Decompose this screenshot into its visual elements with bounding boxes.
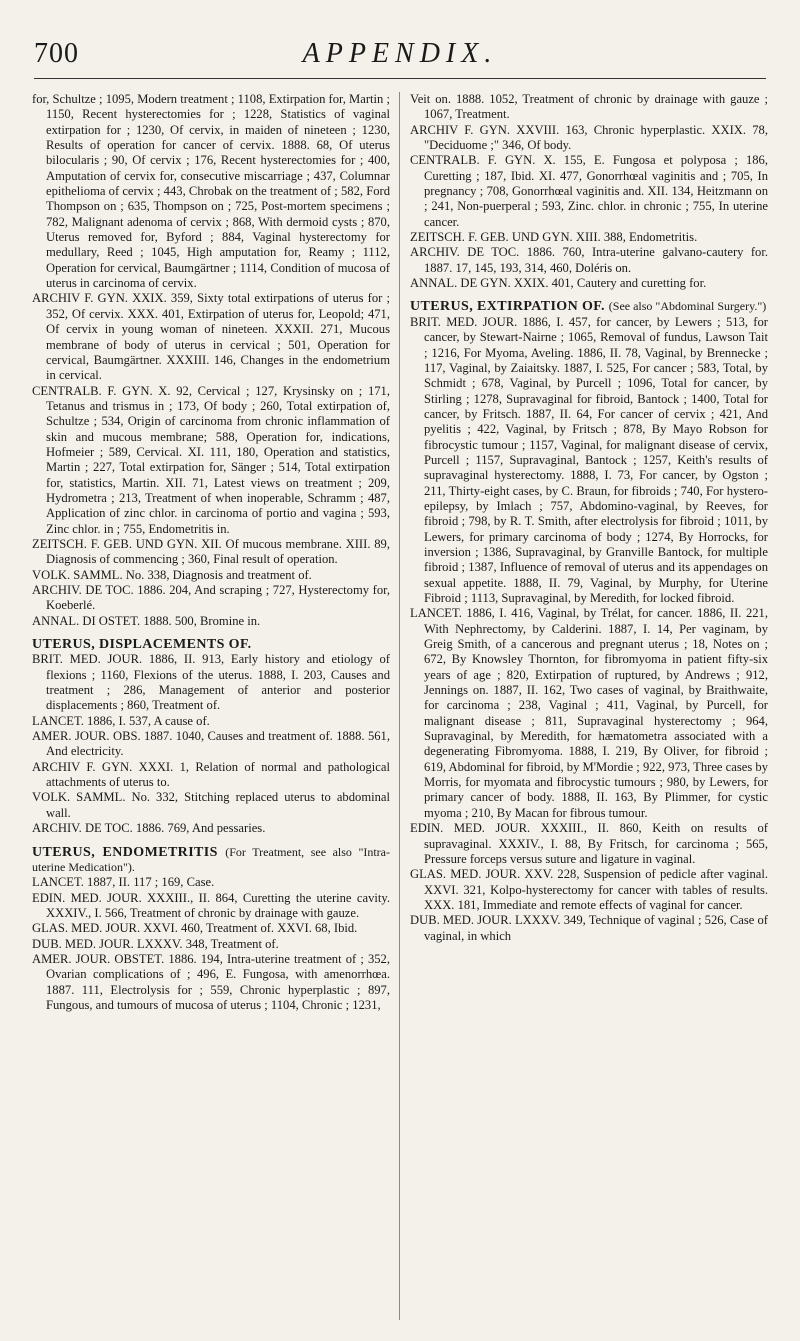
page-number: 700	[34, 38, 79, 69]
index-entry: ARCHIV F. GYN. XXVIII. 163, Chronic hyperplastic. XXIX. 78, "Deciduome ;" 346, Of body.	[410, 122, 768, 153]
index-entry: for, Schultze ; 1095, Modern treatment ; 1108, Extirpation for, Martin ; 1150, Recent hysterectomies for ; 1228, Statistics of vaginal extirpation for ; 1230, Of cervix, in maiden of nineteen ; 1230, Results of operation for cancer of cervix. 1888. 68, Of uterus bilocularis ; 90, Of cervix ; 176, Recent hysterectomies for ; 400, Amputation of cervix for, consecutive miscarriage ; 437, Columnar epithelioma of cervix ; 443, Chrobak on the treatment of ; 582, Ford Thompson on ; 635, Thompson on ; 725, Post-mortem specimens ; 782, Malignant adenoma of cervix ; 868, With dermoid cysts ; 870, Uterus removed for, Byford ; 884, Vaginal hysterectomy for medullary, Reed ; 1045, High amputation for, Reamy ; 1112, Operation for cervical, Baumgärtner ; 1114, Condition of mucosa of uterus in carcinoma of cervix.	[32, 92, 390, 291]
section-heading-note: (For Treatment, see also "Intra-uterine Medication").	[32, 844, 390, 874]
index-entry: AMER. JOUR. OBSTET. 1886. 194, Intra-uterine treatment of ; 352, Ovarian complications of ; 496, E. Fungosa, with amenorrhœa. 1887. 111, Electrolysis for ; 559, Chronic hyperplastic ; 897, Fungous, and tumours of mucosa of uterus ; 1104, Chronic ; 1231,	[32, 951, 390, 1012]
page-header	[34, 38, 766, 79]
right-column	[410, 92, 768, 1320]
index-entry: ARCHIV F. GYN. XXIX. 359, Sixty total extirpations of uterus for ; 352, Of cervix. XXX. 401, Extirpation of uterus for, Leopold; 471, Of cervix in young woman of nineteen. XXXII. 271, Mucous membrane of body of uterus in cervical ; 501, Operation for cervical, Baumgärtner. XXXIII. 146, Changes in the endometrium in cervical.	[32, 291, 390, 383]
index-entry: VOLK. SAMML. No. 338, Diagnosis and treatment of.	[32, 567, 312, 582]
index-entry: AMER. JOUR. OBS. 1887. 1040, Causes and treatment of. 1888. 561, And electricity.	[32, 729, 390, 759]
section-heading-note: (See also "Abdominal Surgery.")	[608, 299, 767, 314]
section-heading	[410, 299, 768, 314]
index-entry: BRIT. MED. JOUR. 1886, I. 457, for cancer, by Lewers ; 513, for cancer, by Stewart-Nairne ; 1065, Removal of fundus, Lawson Tait ; 1216, For Myoma, Aveling. 1886, II. 78, Vaginal, by Brennecke ; 117, Vaginal, by Zaiaitsky. 1887, I. 525, For cancer ; 583, Total, by Schmidt ; 678, Vaginal, by Purcell ; 1096, Total for cancer, by Stirling ; 1278, Supravaginal for fibroid, Bantock ; 1400, Total for cancer, by Fritsch. 1887, II. 64, For cancer of cervix ; 421, And pyelitis ; 422, Vaginal, by Fritsch ; 878, By Mayo Robson for fibrocystic tumour ; 1157, Vaginal, for malignant disease of cervix, Purcell ; 1157, Supravaginal, Bantock ; 1257, Keith's results of supravaginal hysterectomy. 1888, I. 73, For cancer, by Ogston ; 211, Thirty-eight cases, by C. Braun, for fibroids ; 740, For hystero-epilepsy, by Imlach ; 757, Abdomino-vaginal, by Reeves, for fibroid ; 798, by R. T. Smith, after electrolysis for fibroid ; 1011, by Lewers, for primary carcinoma of body ; 1274, By Horrocks, for inversion ; 1386, Supravaginal, by Granville Bantock, for multiple fibroid ; 1387, Influence of removal of uterus and its appendages on sexual appetite. 1888, II. 79, Vaginal, by Murphy, for Uterine Fibroid ; 1113, Supravaginal, by Meredith, for locked fibroid.	[410, 314, 768, 605]
index-entry: VOLK. SAMML. No. 332, Stitching replaced uterus to abdominal wall.	[32, 790, 390, 820]
column-divider	[399, 92, 400, 1320]
section-heading-text: UTERUS, ENDOMETRITIS	[32, 844, 218, 860]
section-heading-text: UTERUS, DISPLACEMENTS OF.	[32, 637, 252, 653]
index-entry: ZEITSCH. F. GEB. UND GYN. XII. Of mucous membrane. XIII. 89, Diagnosis of commencing ; 360, Final result of operation.	[32, 536, 390, 567]
section-heading	[32, 637, 390, 652]
left-column	[32, 92, 390, 1320]
index-entry: ANNAL. DI OSTET. 1888. 500, Bromine in.	[32, 613, 261, 628]
index-entry: Veit on. 1888. 1052, Treatment of chronic by drainage with gauze ; 1067, Treatment.	[410, 92, 768, 122]
index-entry: EDIN. MED. JOUR. XXXIII., II. 864, Curetting the uterine cavity. XXXIV., I. 566, Treatment of chronic by drainage with gauze.	[32, 890, 390, 920]
index-entry: LANCET. 1886, I. 416, Vaginal, by Trélat, for cancer. 1886, II. 221, With Nephrectomy, by Calderini. 1887, I. 14, Per vaginam, by Greig Smith, of a cancerous and pregnant uterus ; 18, Notes on ; 672, By Knowsley Thornton, for fibromyoma in patient fifty-six years of age ; 820, Extirpation of ruptured, by Andrews ; 912, Jennings on. 1887, II. 162, Two cases of vaginal, by Braithwaite, for carcinoma ; 238, Vaginal ; 411, Vaginal, by Purcell, for malignant disease ; 811, Supravaginal hysterectomy ; 964, Supravaginal, by Meredith, for hæmatometra associated with a degenerating Fibromyoma. 1888, I. 219, By Oliver, for fibroid ; 619, Abdominal for fibroid, by M'Mordie ; 922, 973, Three cases by Morris, for myomata and fibrocystic tumours ; 980, by Lewers, for primary cancer of body. 1888, II. 163, By Plimmer, for cystic myoma ; 210, By Macan for fibrous tumour.	[410, 606, 768, 820]
section-heading	[32, 845, 390, 876]
index-entry: LANCET. 1886, I. 537, A cause of.	[32, 713, 210, 728]
index-entry: LANCET. 1887, II. 117 ; 169, Case.	[32, 875, 215, 890]
index-entry: CENTRALB. F. GYN. X. 92, Cervical ; 127, Krysinsky on ; 171, Tetanus and trismus in ; 173, Of body ; 260, Total extirpation of, Schultze ; 534, Origin of carcinoma from chronic inflammation of skin and mucous membrane; 588, Operation for, indications, Hofmeier ; 589, Cervical. XI. 111, 180, Operation and statistics, Martin ; 227, Total extirpation for, Sänger ; 514, Total extirpation for, statistics, Martin. XII. 71, Latest views on treatment ; 209, Hydrometra ; 213, Treatment of when inoperable, Schramm ; 487, Application of zinc chlor. in carcinoma of portio and vagina ; 593, Zinc chlor. in ; 755, Endometritis in.	[32, 383, 390, 536]
index-entry: GLAS. MED. JOUR. XXV. 228, Suspension of pedicle after vaginal. XXVI. 321, Kolpo-hysterectomy for cancer with tables of results. XXX. 181, Immediate and remote effects of vaginal for cancer.	[410, 867, 768, 912]
index-entry: GLAS. MED. JOUR. XXVI. 460, Treatment of. XXVI. 68, Ibid.	[32, 921, 358, 936]
section-heading-text: UTERUS, EXTIRPATION OF.	[410, 299, 605, 315]
index-entry: EDIN. MED. JOUR. XXXIII., II. 860, Keith on results of supravaginal. XXXIV., I. 88, By Fritsch, for carcinoma ; 565, Pressure forceps versus suture and ligature in vaginal.	[410, 821, 768, 866]
index-entry: DUB. MED. JOUR. LXXXV. 349, Technique of vaginal ; 526, Case of vaginal, in which	[410, 913, 768, 943]
index-entry: CENTRALB. F. GYN. X. 155, E. Fungosa et polyposa ; 186, Curetting ; 187, Ibid. XI. 477, Gonorrhœal vaginitis and ; 705, In pregnancy ; 708, Gonorrhœal vaginitis and. XII. 134, Heitzmann on ; 241, Non-puerperal ; 593, Zinc. chlor. in chronic ; 755, In uterine cancer.	[410, 153, 768, 229]
running-title: APPENDIX.	[302, 38, 498, 69]
index-entry: ARCHIV. DE TOC. 1886. 769, And pessaries.	[32, 821, 266, 836]
index-entry: ZEITSCH. F. GEB. UND GYN. XIII. 388, Endometritis.	[410, 230, 698, 245]
index-entry: DUB. MED. JOUR. LXXXV. 348, Treatment of.	[32, 936, 279, 951]
index-entry: ANNAL. DE GYN. XXIX. 401, Cautery and curetting for.	[410, 276, 707, 291]
index-entry: ARCHIV. DE TOC. 1886. 204, And scraping ; 727, Hysterectomy for, Koeberlé.	[32, 583, 390, 613]
index-entry: ARCHIV F. GYN. XXXI. 1, Relation of normal and pathological attachments of uterus to.	[32, 759, 390, 790]
index-entry: BRIT. MED. JOUR. 1886, II. 913, Early history and etiology of flexions ; 1160, Flexions of the uterus. 1888, I. 203, Causes and treatment ; 286, Management of anterior and posterior displacements ; 860, Treatment of.	[32, 652, 390, 713]
index-entry: ARCHIV. DE TOC. 1886. 760, Intra-uterine galvano-cautery for. 1887. 17, 145, 193, 314, 460, Doléris on.	[410, 245, 768, 275]
